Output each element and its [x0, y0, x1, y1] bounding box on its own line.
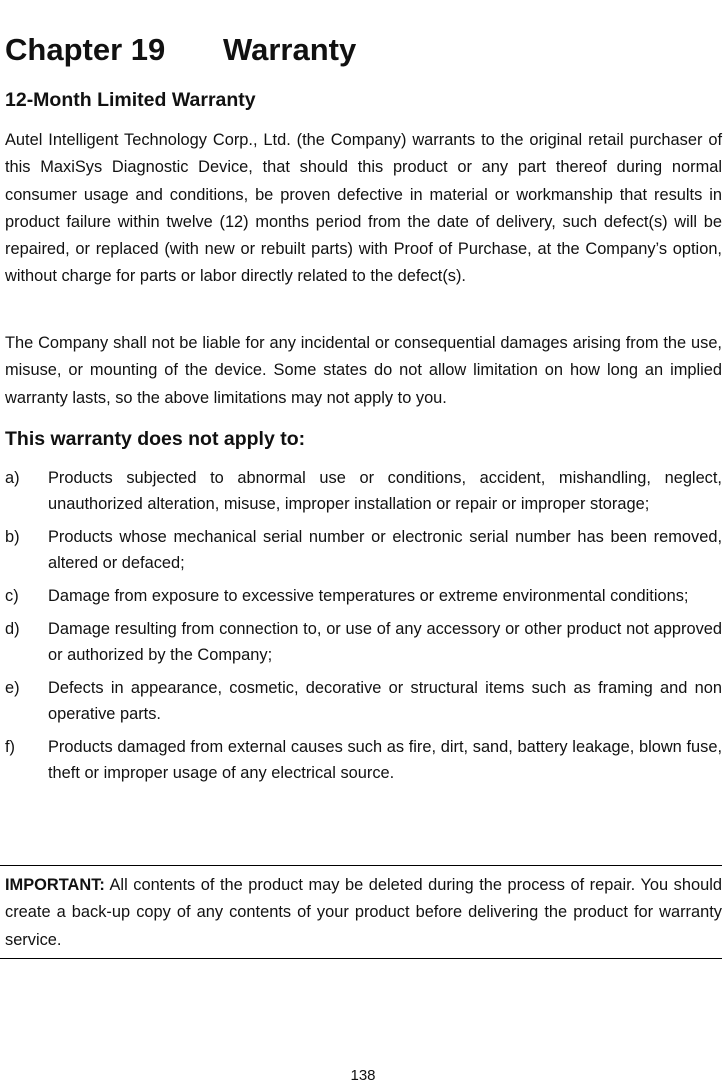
list-marker: b) [5, 528, 20, 546]
important-label: IMPORTANT: [5, 876, 105, 894]
list-item-text: Products subjected to abnormal use or conditions, accident, mishandling, neglect, unauthorized alteration, misuse, improper installation or repair or improper storage; [48, 469, 722, 513]
chapter-number: Chapter 19 [5, 32, 166, 67]
list-item [5, 465, 722, 517]
list-item-text: Products whose mechanical serial number or electronic serial number has been removed, altered or defaced; [48, 528, 722, 572]
list-marker: e) [5, 679, 20, 697]
list-marker: a) [5, 469, 20, 487]
warranty-paragraph: Autel Intelligent Technology Corp., Ltd. (the Company) warrants to the original retail purchaser of this MaxiSys Diagnostic Device, that should this product or any part thereof during normal consumer usage and conditions, be proven defective in material or workmanship that results in product failure within twelve (12) months period from the date of delivery, such defect(s) will be repaired, or replaced (with new or rebuilt parts) with Proof of Purchase, at the Company’s option, without charge for parts or labor directly related to the defect(s). [5, 131, 722, 286]
list-item-text: Defects in appearance, cosmetic, decorative or structural items such as framing and non operative parts. [48, 679, 722, 723]
important-notice [0, 865, 722, 959]
list-item-text: Products damaged from external causes such as fire, dirt, sand, battery leakage, blown fuse, theft or improper usage of any electrical source. [48, 738, 722, 782]
exclusions-heading: This warranty does not apply to: [5, 428, 306, 450]
list-item [5, 616, 722, 668]
exclusions-list [5, 465, 722, 793]
list-item [5, 675, 722, 727]
list-item [5, 734, 722, 786]
page-number: 138 [350, 1067, 376, 1084]
list-item [5, 583, 722, 609]
chapter-title: Warranty [223, 32, 357, 67]
list-item [5, 524, 722, 576]
important-text: All contents of the product may be deleted during the process of repair. You should create a back-up copy of any contents of your product before delivering the product for warranty service. [5, 876, 722, 949]
section-title: 12-Month Limited Warranty [5, 89, 256, 111]
list-marker: d) [5, 620, 20, 638]
list-marker: f) [5, 738, 16, 756]
list-item-text: Damage from exposure to excessive temperatures or extreme environmental conditions; [48, 587, 689, 605]
list-item-text: Damage resulting from connection to, or use of any accessory or other product not approved or authorized by the Company; [48, 620, 722, 664]
chapter-heading [5, 30, 356, 70]
liability-paragraph: The Company shall not be liable for any incidental or consequential damages arising from the use, misuse, or mounting of the device. Some states do not allow limitation on how long an implied warranty lasts, so the above limitations may not apply to you. [5, 334, 722, 407]
list-marker: c) [5, 587, 19, 605]
